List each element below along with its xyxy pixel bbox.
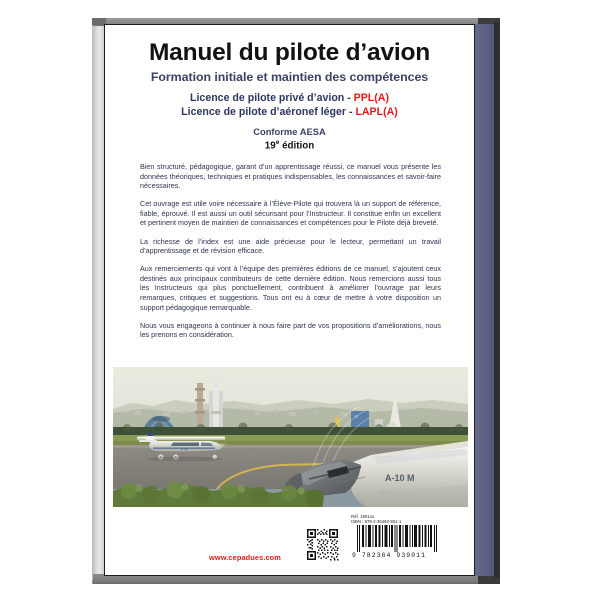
book-fore-edge (92, 22, 104, 580)
isbn-label: ISBN : 978-2-36493-901-1 (351, 519, 402, 525)
blurb-paragraph: Nous vous engageons à continuer à nous faire part de vos propositions d’améliorations, nous les prenons en considération. (140, 320, 441, 340)
cover-photograph (113, 367, 468, 507)
blurb-text (140, 162, 441, 348)
reference-number: Réf. 1901oo (351, 514, 375, 519)
edition-label (105, 139, 474, 151)
isbn-barcode-block (351, 514, 443, 559)
book-subtitle: Formation initiale et maintien des compétences (150, 70, 429, 84)
blurb-paragraph: Bien structuré, pédagogique, garant d’un apprentissage réussi, ce manuel vous présente les données théoriques, techniques et pratiques indispensables, les connaissances et savoir-faire nécessaires. (140, 162, 441, 191)
svg-text:A-10 M: A-10 M (385, 473, 415, 483)
licence-label-ppl: Licence de pilote privé d’avion - (190, 92, 354, 104)
book-title: Manuel du pilote d’avion (148, 39, 431, 66)
edition-word: édition (282, 140, 315, 152)
licence-list (105, 91, 474, 119)
blurb-paragraph: La richesse de l’index est une aide précieuse pour le lecteur, permettant un travail d’apprentissage et de révision efficace. (140, 236, 441, 256)
licence-code-ppl: PPL(A) (353, 92, 389, 104)
ean13-bars (351, 525, 441, 552)
edition-suffix: e (275, 139, 280, 146)
licence-item-ppl (105, 91, 474, 105)
qr-code[interactable] (306, 528, 339, 561)
svg-text:F-G: F-G (181, 446, 188, 452)
edition-number: 19 (264, 140, 276, 152)
blurb-paragraph: Aux remerciements qui vont à l’équipe des premières éditions de ce manuel, s’ajoutent ceux destinés aux principaux contributeurs de cette dernière édition. Nous remercions aussi tous les Instructeurs qui plus ponctuellement, contribuent à améliorer l’ouvrage par leurs remarques, critiques et suggestions. Tous ont eu à cœur de mettre à votre disposition un support pédagogique remarquable. (140, 264, 441, 312)
licence-item-lapl (105, 105, 474, 119)
back-cover-face (104, 24, 475, 576)
licence-code-lapl: LAPL(A) (355, 106, 398, 118)
blurb-paragraph: Cet ouvrage est utile voire nécessaire à l’Élève-Pilote qui trouvera là un support de référence, fiable, éprouvé. Il est aussi un outil sécurisant pour l’Instructeur. Il constitue enfin un excellent et pertinent moyen de maintien de connaissances et compétences pour le Pilote déjà breveté. (140, 199, 441, 228)
isbn-digits: 9 782364 939011 (352, 552, 427, 560)
book-spine-shadow (494, 22, 500, 578)
publisher-url[interactable]: www.cepadues.com (209, 553, 281, 562)
licence-label-lapl: Licence de pilote d’aéronef léger - (181, 106, 356, 118)
conformity-label: Conforme AESA (253, 126, 326, 137)
